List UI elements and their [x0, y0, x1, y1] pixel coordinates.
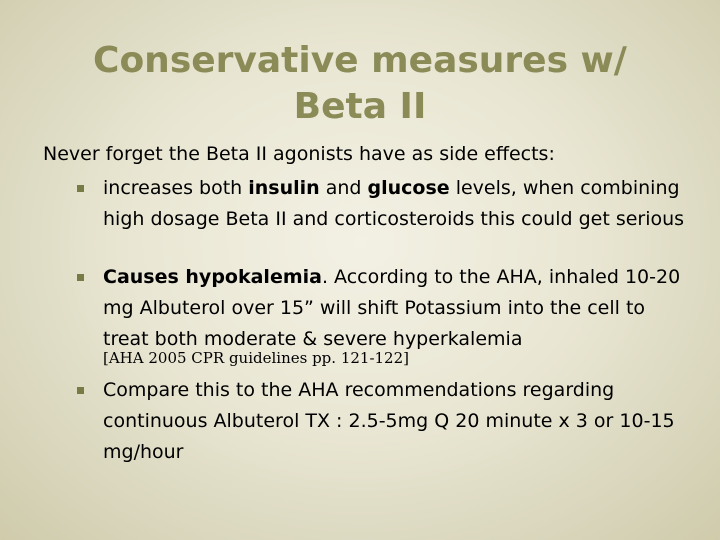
- bullet-item-2: [103, 262, 693, 355]
- bullet-item-3: [103, 375, 693, 468]
- intro-text: Never forget the Beta II agonists have as side effects:: [43, 143, 555, 165]
- reference-citation: [AHA 2005 CPR guidelines pp. 121-122]: [103, 349, 409, 367]
- bullet-1-text-pre: increases both: [103, 177, 249, 199]
- bullet-item-1: [103, 173, 693, 235]
- bullet-3-text: Compare this to the AHA recommendations regarding continuous Albuterol TX : 2.5-5mg Q 20 minute x 3 or 10-15 mg/hour: [103, 379, 675, 463]
- bullet-1-glucose: glucose: [367, 177, 450, 199]
- square-bullet-icon: [77, 274, 84, 281]
- square-bullet-icon: [77, 185, 84, 192]
- slide-title-line-2: Beta II: [293, 86, 427, 127]
- bullet-2-text: . According to the AHA, inhaled 10-20 mg Albuterol over 15” will shift Potassium into the cell to treat both moderate & severe hyperkalemia: [103, 266, 681, 350]
- bullet-1-text-post: levels, when combining high dosage Beta II and corticosteroids this could get serious: [103, 177, 685, 230]
- bullet-2-bold: Causes hypokalemia: [103, 266, 322, 288]
- bullet-1-text-mid: and: [319, 177, 368, 199]
- bullet-1-insulin: insulin: [248, 177, 320, 199]
- square-bullet-icon: [77, 387, 84, 394]
- slide-title-line-1: Conservative measures w/: [93, 40, 627, 81]
